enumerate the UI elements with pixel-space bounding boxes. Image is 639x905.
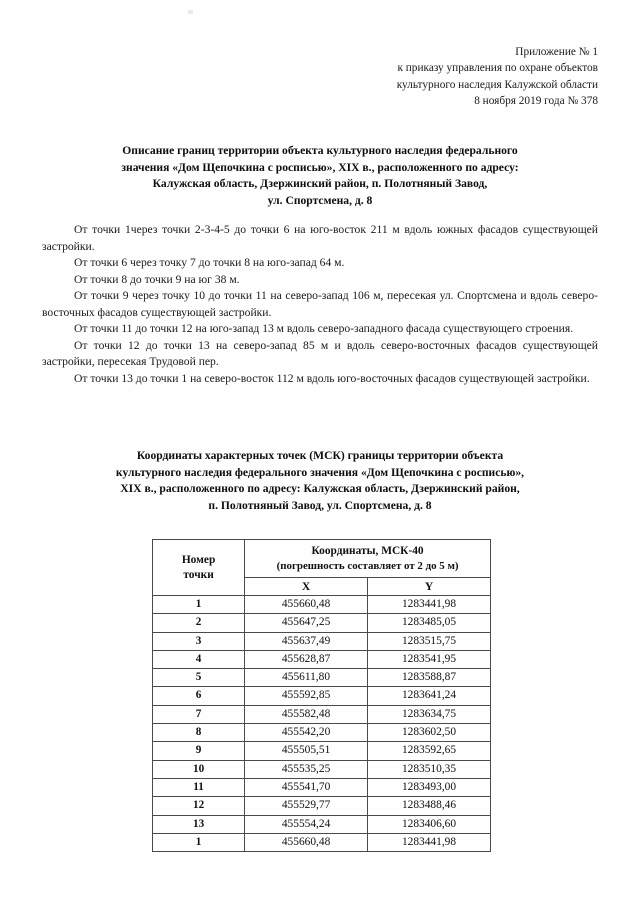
- cell-coordinate-y: 1283592,65: [368, 742, 491, 760]
- title-coordinates-line-2: культурного наследия федерального значения «Дом Щепочкина с росписью»,: [115, 465, 525, 479]
- cell-point-number: 11: [153, 778, 245, 796]
- cell-coordinate-y: 1283406,60: [368, 815, 491, 833]
- paragraph-1: От точки 1через точки 2-3-4-5 до точки 6 на юго-восток 211 м вдоль южных фасадов существующей застройки.: [42, 223, 598, 253]
- cell-coordinate-y: 1283485,05: [368, 614, 491, 632]
- cell-coordinate-y: 1283441,98: [368, 833, 491, 851]
- cell-point-number: 2: [153, 614, 245, 632]
- cell-point-number: 10: [153, 760, 245, 778]
- header-point-number-line2: точки: [183, 568, 214, 581]
- header-line-order: к приказу управления по охране объектов: [397, 62, 598, 75]
- cell-coordinate-x: 455611,80: [245, 669, 368, 687]
- table-row: [153, 724, 491, 742]
- coordinates-table-container: [152, 539, 491, 852]
- paragraph-7: От точки 13 до точки 1 на северо-восток 112 м вдоль юго-восточных фасадов существующей застройки.: [74, 371, 590, 385]
- header-coordinates-line1: Координаты, МСК-40: [311, 544, 424, 557]
- table-header-row-top: [153, 540, 491, 578]
- cell-coordinate-x: 455582,48: [245, 705, 368, 723]
- cell-point-number: 1: [153, 596, 245, 614]
- paragraph-3: От точки 8 до точки 9 на юг 38 м.: [74, 272, 240, 286]
- cell-coordinate-x: 455554,24: [245, 815, 368, 833]
- table-row: [153, 705, 491, 723]
- cell-point-number: 12: [153, 797, 245, 815]
- table-row: [153, 833, 491, 851]
- cell-coordinate-y: 1283488,46: [368, 797, 491, 815]
- table-row: [153, 687, 491, 705]
- table-row: [153, 778, 491, 796]
- boundary-description-body: [42, 222, 598, 387]
- header-coordinates: [245, 540, 491, 578]
- title-coordinates-line-1: Координаты характерных точек (МСК) границы территории объекта: [136, 449, 504, 462]
- cell-point-number: 13: [153, 815, 245, 833]
- cell-point-number: 3: [153, 632, 245, 650]
- cell-coordinate-x: 455592,85: [245, 687, 368, 705]
- paragraph-6: От точки 12 до точки 13 на северо-запад 85 м и вдоль северо-восточных фасадов существующей застройки, пересекая Трудовой пер.: [42, 338, 598, 368]
- header-point-number: [153, 540, 245, 596]
- table-row: [153, 669, 491, 687]
- cell-coordinate-x: 455628,87: [245, 650, 368, 668]
- scan-artifact: [188, 10, 193, 14]
- cell-coordinate-x: 455647,25: [245, 614, 368, 632]
- table-body: [153, 596, 491, 852]
- header-line-appendix: Приложение № 1: [515, 46, 598, 58]
- title-description-line-2: значения «Дом Щепочкина с росписью», XIX в., расположенного по адресу:: [121, 160, 519, 174]
- title-coordinates-line-3: XIX в., расположенного по адресу: Калужская область, Дзержинский район,: [120, 482, 520, 496]
- cell-coordinate-y: 1283493,00: [368, 778, 491, 796]
- cell-coordinate-x: 455541,70: [245, 778, 368, 796]
- cell-point-number: 1: [153, 833, 245, 851]
- title-coordinates: [62, 448, 578, 514]
- paragraph-2: От точки 6 через точку 7 до точки 8 на юго-запад 64 м.: [74, 256, 345, 269]
- title-description: [62, 143, 578, 209]
- title-description-line-3: Калужская область, Дзержинский район, п. Полотняный Завод,: [152, 177, 488, 191]
- cell-coordinate-x: 455535,25: [245, 760, 368, 778]
- cell-coordinate-y: 1283602,50: [368, 724, 491, 742]
- cell-coordinate-y: 1283641,24: [368, 687, 491, 705]
- cell-coordinate-y: 1283510,35: [368, 760, 491, 778]
- cell-coordinate-x: 455637,49: [245, 632, 368, 650]
- header-line-region: культурного наследия Калужской области: [396, 78, 598, 91]
- table-row: [153, 815, 491, 833]
- coordinates-table: [152, 539, 491, 852]
- header-point-number-line1: Номер: [181, 553, 216, 566]
- paragraph-5: От точки 11 до точки 12 на юго-запад 13 м вдоль северо-западного фасада существующего строения.: [74, 322, 574, 335]
- cell-coordinate-y: 1283515,75: [368, 632, 491, 650]
- header-column-x: X: [245, 578, 368, 596]
- cell-point-number: 6: [153, 687, 245, 705]
- cell-coordinate-y: 1283634,75: [368, 705, 491, 723]
- cell-point-number: 7: [153, 705, 245, 723]
- table-row: [153, 760, 491, 778]
- title-coordinates-line-4: п. Полотняный Завод, ул. Спортсмена, д. 8: [208, 498, 432, 512]
- table-row: [153, 614, 491, 632]
- cell-coordinate-x: 455529,77: [245, 797, 368, 815]
- cell-point-number: 4: [153, 650, 245, 668]
- table-row: [153, 797, 491, 815]
- header-line-date: 8 ноября 2019 года № 378: [474, 94, 598, 107]
- document-header-block: [330, 44, 598, 109]
- paragraph-4: От точки 9 через точку 10 до точки 11 на северо-запад 106 м, пересекая ул. Спортсмена и вдоль северо-восточных фасадов существующей застройки.: [42, 289, 598, 319]
- table-row: [153, 596, 491, 614]
- table-row: [153, 650, 491, 668]
- cell-point-number: 9: [153, 742, 245, 760]
- table-head: [153, 540, 491, 596]
- table-row: [153, 632, 491, 650]
- cell-coordinate-x: 455660,48: [245, 596, 368, 614]
- header-column-y: Y: [368, 578, 491, 596]
- cell-coordinate-x: 455660,48: [245, 833, 368, 851]
- cell-coordinate-y: 1283588,87: [368, 669, 491, 687]
- cell-coordinate-x: 455505,51: [245, 742, 368, 760]
- cell-point-number: 5: [153, 669, 245, 687]
- cell-coordinate-x: 455542,20: [245, 724, 368, 742]
- cell-coordinate-y: 1283541,95: [368, 650, 491, 668]
- title-description-line-1: Описание границ территории объекта культурного наследия федерального: [122, 144, 518, 157]
- cell-coordinate-y: 1283441,98: [368, 596, 491, 614]
- table-row: [153, 742, 491, 760]
- title-description-line-4: ул. Спортсмена, д. 8: [267, 193, 373, 207]
- header-coordinates-line2: (погрешность составляет от 2 до 5 м): [276, 559, 459, 572]
- cell-point-number: 8: [153, 724, 245, 742]
